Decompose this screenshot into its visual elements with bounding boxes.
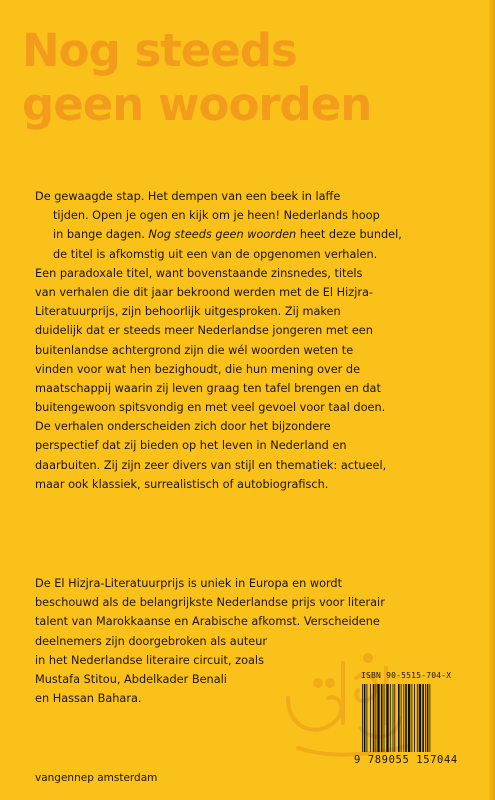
title-line: geen woorden [22, 78, 372, 131]
blurb-line: Een paradoxale titel, want bovenstaande zinsnedes, titels [35, 266, 363, 280]
blurb-line: perspectief dat zij bieden op het leven in Nederland en [35, 439, 347, 453]
blurb-line: de titel is afkomstig uit een van de opgenomen verhalen. [53, 247, 378, 261]
blurb-line: buitenlandse achtergrond zijn die wél woorden weten te [35, 343, 354, 357]
title-line: Nog steeds [22, 24, 297, 77]
cover-title [22, 24, 482, 132]
spine-edge [489, 0, 495, 800]
blurb-text: in bange dagen. [53, 228, 145, 242]
blurb-line: buitengewoon spitsvondig en met veel gevoel voor taal doen. [35, 401, 386, 415]
publisher-city: amsterdam [97, 772, 158, 784]
publisher-name: vangennep [35, 772, 94, 784]
blurb-line: Mustafa Stitou, Abdelkader Benali [35, 672, 227, 686]
blurb-line: De verhalen onderscheiden zich door het bijzondere [35, 420, 331, 434]
blurb-text: heet deze bundel, [296, 228, 402, 242]
ean-number: 9 789055 157044 [354, 754, 458, 766]
blurb-line: van verhalen die dit jaar bekroond werden met de El Hizjra- [35, 285, 373, 299]
blurb-paragraph-1 [35, 187, 480, 494]
blurb-line: beschouwd als de belangrijkste Nederlandse prijs voor literair [35, 596, 385, 610]
blurb-line: duidelijk dat er steeds meer Nederlandse jongeren met een [35, 324, 373, 338]
blurb-line: maar ook klassiek, surrealistisch of autobiografisch. [35, 477, 329, 491]
isbn-number: ISBN 90-5515-704-X [361, 671, 452, 680]
blurb-line: maatschappij waarin zij leven graag ten tafel brengen en dat [35, 381, 381, 395]
book-title-italic: Nog steeds geen woorden [148, 228, 297, 242]
blurb-line: tijden. Open je ogen en kijk om je heen! Nederlands hoop [53, 209, 380, 223]
blurb-line: talent van Marokkaanse en Arabische afkomst. Verscheidene [35, 615, 380, 629]
publisher-imprint [35, 772, 157, 784]
blurb-line: en Hassan Bahara. [35, 692, 142, 706]
blurb-line: daarbuiten. Zij zijn zeer divers van stijl en thematiek: actueel, [35, 458, 387, 472]
blurb-line: in het Nederlandse literaire circuit, zoals [35, 653, 264, 667]
blurb-line: vinden voor wat hen bezighoudt, die hun mening over de [35, 362, 361, 376]
blurb-line [35, 225, 480, 244]
barcode-image [361, 684, 456, 752]
blurb-line: deelnemers zijn doorgebroken als auteur [35, 634, 268, 648]
blurb-line: Literatuurprijs, zijn behoorlijk uitgesproken. Zij maken [35, 305, 341, 319]
blurb-line: De gewaagde stap. Het dempen van een beek in laffe [35, 190, 341, 203]
blurb-line: De El Hizjra-Literatuurprijs is uniek in Europa en wordt [35, 577, 343, 590]
